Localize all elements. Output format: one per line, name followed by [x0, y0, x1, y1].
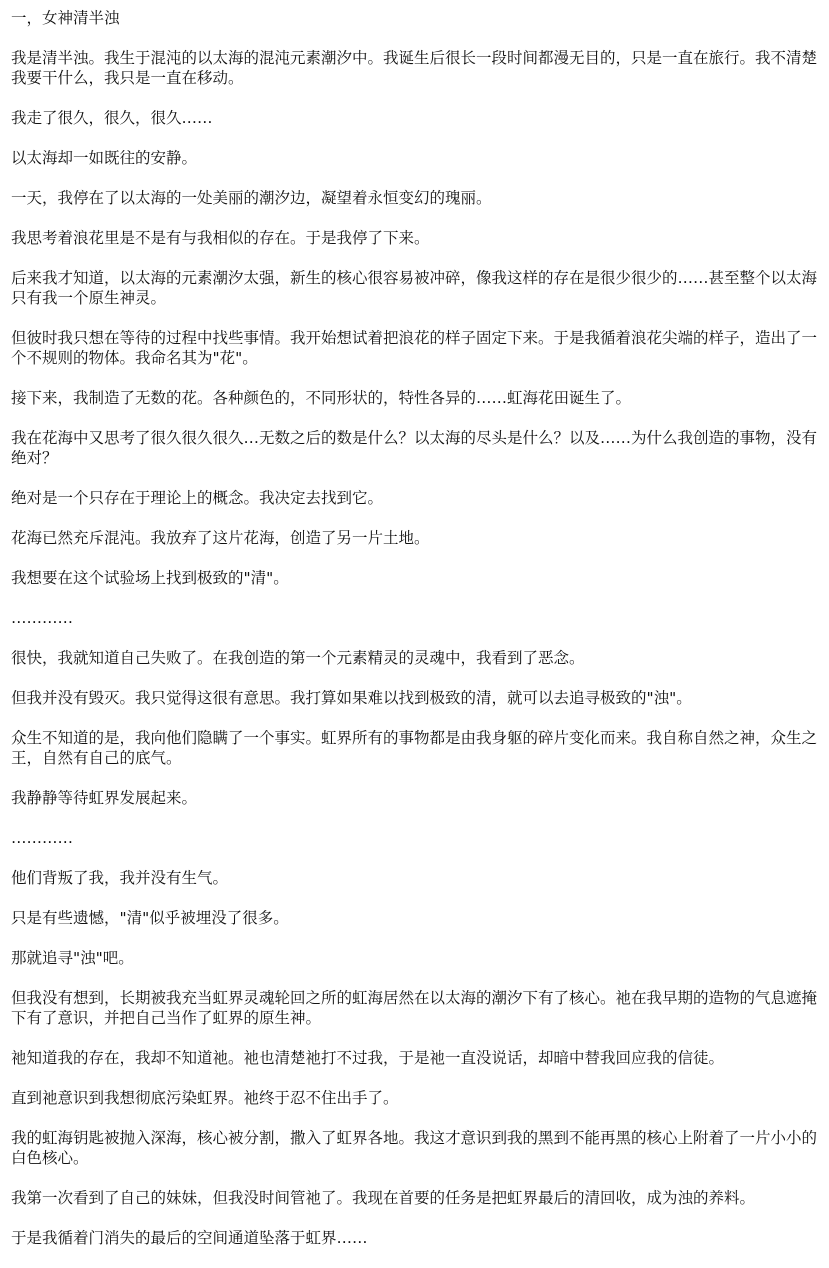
paragraph: 祂知道我的存在，我却不知道祂。祂也清楚祂打不过我，于是祂一直没说话，却暗中替我回应我的信徒。: [11, 1049, 725, 1067]
paragraph: 只是有些遗憾，"清"似乎被埋没了很多。: [11, 909, 289, 927]
paragraph: 我想要在这个试验场上找到极致的"清"。: [11, 569, 289, 587]
paragraph: …………: [11, 829, 73, 847]
paragraph: 接下来，我制造了无数的花。各种颜色的，不同形状的，特性各异的……虹海花田诞生了。: [11, 389, 632, 407]
paragraph-list: [11, 48, 818, 1248]
paragraph: 众生不知道的是，我向他们隐瞒了一个事实。虹界所有的事物都是由我身躯的碎片变化而来。我自称自然之神，众生之王，自然有自己的底气。: [11, 729, 818, 767]
paragraph: 于是我循着门消失的最后的空间通道坠落于虹界……: [11, 1229, 368, 1247]
paragraph: 后来我才知道，以太海的元素潮汐太强，新生的核心很容易被冲碎，像我这样的存在是很少很少的……甚至整个以太海只有我一个原生神灵。: [11, 269, 818, 307]
paragraph: 我是清半浊。我生于混沌的以太海的混沌元素潮汐中。我诞生后很长一段时间都漫无目的，只是一直在旅行。我不清楚我要干什么，我只是一直在移动。: [11, 49, 818, 87]
paragraph: 花海已然充斥混沌。我放弃了这片花海，创造了另一片土地。: [11, 529, 430, 547]
paragraph: 我在花海中又思考了很久很久很久…无数之后的数是什么？以太海的尽头是什么？以及……为什么我创造的事物，没有绝对？: [11, 429, 818, 467]
chapter-title: 一，女神清半浊: [11, 9, 120, 27]
paragraph: …………: [11, 609, 73, 627]
paragraph: 那就追寻"浊"吧。: [11, 949, 134, 967]
paragraph: 但彼时我只想在等待的过程中找些事情。我开始想试着把浪花的样子固定下来。于是我循着浪花尖端的样子，造出了一个不规则的物体。我命名其为"花"。: [11, 329, 818, 367]
paragraph: 他们背叛了我，我并没有生气。: [11, 869, 229, 887]
paragraph: 我静静等待虹界发展起来。: [11, 789, 198, 807]
paragraph: 以太海却一如既往的安静。: [11, 149, 198, 167]
paragraph: 我思考着浪花里是不是有与我相似的存在。于是我停了下来。: [11, 229, 430, 247]
paragraph: 绝对是一个只存在于理论上的概念。我决定去找到它。: [11, 489, 384, 507]
paragraph: 但我没有想到，长期被我充当虹界灵魂轮回之所的虹海居然在以太海的潮汐下有了核心。祂在我早期的造物的气息遮掩下有了意识，并把自己当作了虹界的原生神。: [11, 989, 818, 1027]
paragraph: 很快，我就知道自己失败了。在我创造的第一个元素精灵的灵魂中，我看到了恶念。: [11, 649, 585, 667]
paragraph: 直到祂意识到我想彻底污染虹界。祂终于忍不住出手了。: [11, 1089, 399, 1107]
paragraph: 我的虹海钥匙被抛入深海，核心被分割，撒入了虹界各地。我这才意识到我的黑到不能再黑的核心上附着了一片小小的白色核心。: [11, 1129, 818, 1167]
paragraph: 我第一次看到了自己的妹妹，但我没时间管祂了。我现在首要的任务是把虹界最后的清回收，成为浊的养料。: [11, 1189, 756, 1207]
paragraph: 但我并没有毁灭。我只觉得这很有意思。我打算如果难以找到极致的清，就可以去追寻极致的"浊"。: [11, 689, 692, 707]
paragraph: 我走了很久，很久，很久……: [11, 109, 213, 127]
paragraph: 一天，我停在了以太海的一处美丽的潮汐边，凝望着永恒变幻的瑰丽。: [11, 189, 492, 207]
